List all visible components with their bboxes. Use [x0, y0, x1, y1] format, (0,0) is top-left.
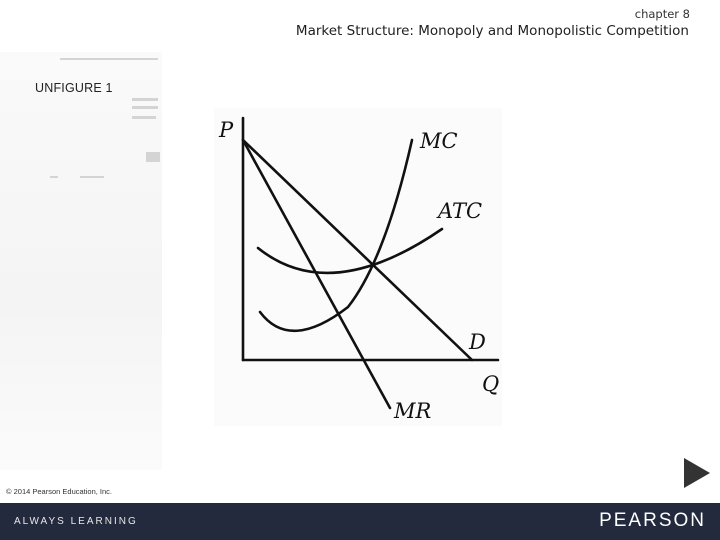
axis-x-label: Q: [482, 372, 500, 396]
brand-logo: PEARSON: [599, 510, 706, 531]
next-slide-button[interactable]: [682, 457, 712, 489]
footer-bar: [0, 503, 720, 540]
axis-y-label: P: [219, 118, 234, 142]
copyright-notice: © 2014 Pearson Education, Inc.: [6, 487, 113, 496]
figure-label: UNFIGURE 1: [35, 81, 113, 95]
play-triangle-icon: [682, 457, 712, 489]
chapter-label: chapter 8: [634, 7, 690, 21]
mr-curve-label: MR: [394, 399, 432, 423]
mc-curve-label: MC: [420, 129, 458, 153]
slide-title: Market Structure: Monopoly and Monopolistic Competition: [295, 23, 689, 39]
marginal-cost-curve: [260, 140, 412, 331]
demand-curve-label: D: [469, 330, 486, 354]
atc-curve-label: ATC: [438, 199, 483, 223]
footer-tagline: ALWAYS LEARNING: [14, 516, 138, 527]
average-total-cost-curve: [258, 229, 442, 273]
